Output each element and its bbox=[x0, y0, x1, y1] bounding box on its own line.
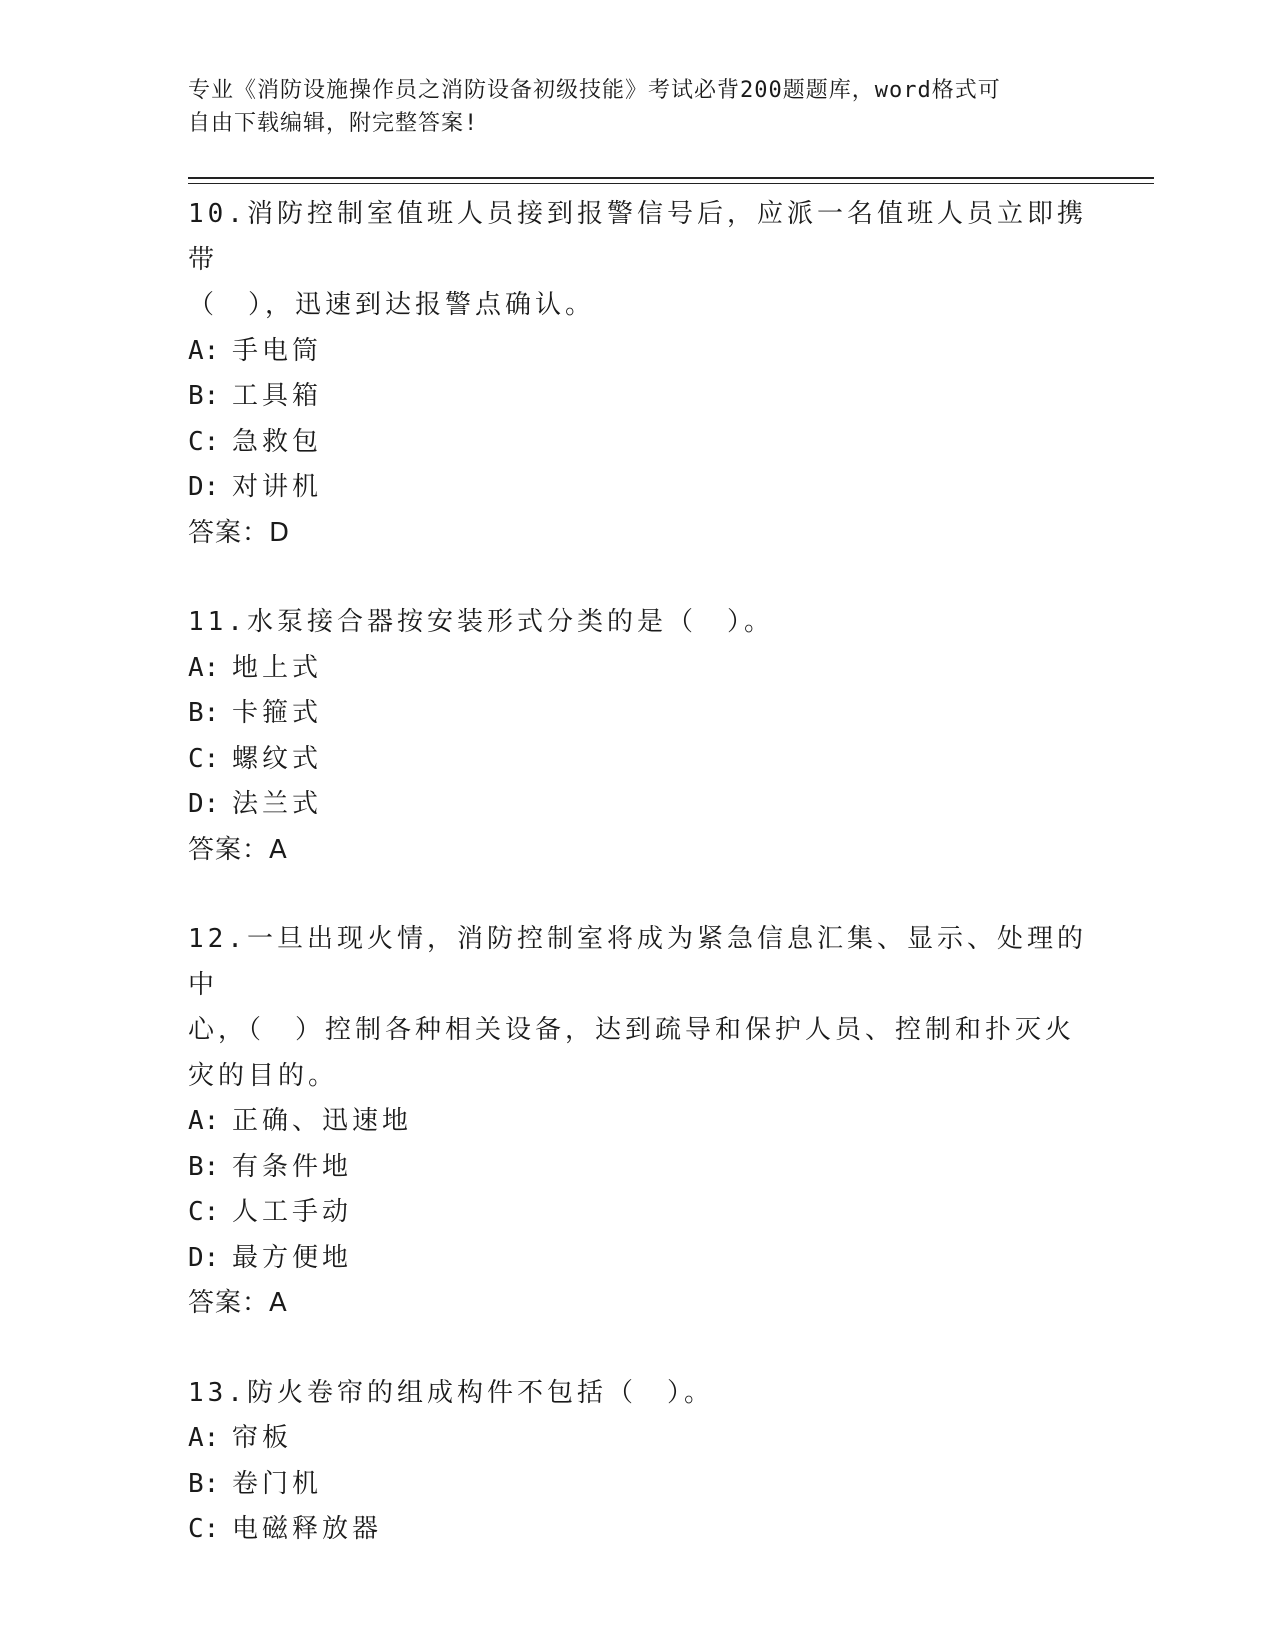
question-stem-line: 10.消防控制室值班人员接到报警信号后，应派一名值班人员立即携带 bbox=[188, 199, 1087, 275]
option-text: 帘板 bbox=[232, 1423, 293, 1453]
question-stem-line: 灾的目的。 bbox=[188, 1060, 339, 1091]
option-letter: C: bbox=[188, 426, 220, 457]
option-a bbox=[188, 646, 1088, 692]
answer-line: 答案：D bbox=[188, 517, 291, 548]
header-divider-thick bbox=[188, 177, 1154, 179]
question-list bbox=[188, 192, 1088, 1597]
option-text: 正确、迅速地 bbox=[232, 1106, 413, 1136]
option-b bbox=[188, 1462, 1088, 1508]
question-item bbox=[188, 1371, 1088, 1553]
option-letter: C: bbox=[188, 1197, 220, 1227]
question-item bbox=[188, 192, 1088, 556]
option-text: 最方便地 bbox=[232, 1242, 353, 1273]
answer-line: 答案：A bbox=[188, 1288, 288, 1318]
option-letter: C: bbox=[188, 1514, 220, 1544]
option-c bbox=[188, 1190, 1088, 1236]
question-stem-line: 心，（ ）控制各种相关设备，达到疏导和保护人员、控制和扑灭火 bbox=[188, 1015, 1076, 1045]
option-text: 螺纹式 bbox=[232, 743, 323, 774]
option-letter: A: bbox=[188, 1423, 220, 1453]
option-text: 法兰式 bbox=[232, 789, 323, 819]
option-text: 人工手动 bbox=[232, 1197, 353, 1227]
option-letter: D: bbox=[188, 1242, 220, 1273]
question-stem-line: 11.水泵接合器按安装形式分类的是（ ）。 bbox=[188, 607, 774, 637]
option-c bbox=[188, 1507, 1088, 1553]
option-b bbox=[188, 691, 1088, 737]
option-letter: B: bbox=[188, 381, 220, 411]
option-text: 急救包 bbox=[232, 426, 323, 457]
option-text: 对讲机 bbox=[232, 472, 323, 502]
answer-line: 答案：A bbox=[188, 834, 288, 865]
option-letter: B: bbox=[188, 1151, 220, 1182]
option-c bbox=[188, 420, 1088, 466]
document-header bbox=[188, 74, 1088, 140]
option-letter: D: bbox=[188, 472, 220, 502]
header-line-2: 自由下载编辑，附完整答案! bbox=[188, 111, 479, 136]
option-letter: B: bbox=[188, 698, 220, 728]
option-letter: A: bbox=[188, 1106, 220, 1136]
option-a bbox=[188, 1099, 1088, 1145]
question-item bbox=[188, 917, 1088, 1327]
option-text: 电磁释放器 bbox=[232, 1514, 383, 1544]
option-letter: A: bbox=[188, 652, 220, 683]
option-c bbox=[188, 737, 1088, 783]
option-text: 有条件地 bbox=[232, 1151, 353, 1182]
option-text: 手电筒 bbox=[232, 335, 323, 366]
option-b bbox=[188, 1145, 1088, 1191]
option-letter: C: bbox=[188, 743, 220, 774]
option-text: 卡箍式 bbox=[232, 698, 323, 728]
option-letter: A: bbox=[188, 335, 220, 366]
option-text: 地上式 bbox=[232, 652, 323, 683]
option-b bbox=[188, 374, 1088, 420]
option-text: 卷门机 bbox=[232, 1468, 323, 1499]
question-stem-line: 12.一旦出现火情，消防控制室将成为紧急信息汇集、显示、处理的中 bbox=[188, 924, 1087, 1000]
question-item bbox=[188, 600, 1088, 873]
option-letter: D: bbox=[188, 789, 220, 819]
option-d bbox=[188, 1236, 1088, 1282]
option-a bbox=[188, 1416, 1088, 1462]
option-a bbox=[188, 329, 1088, 375]
header-divider-thin bbox=[188, 183, 1154, 184]
question-stem-line: （ ），迅速到达报警点确认。 bbox=[188, 290, 596, 320]
option-d bbox=[188, 782, 1088, 828]
option-text: 工具箱 bbox=[232, 381, 323, 411]
option-letter: B: bbox=[188, 1468, 220, 1499]
option-d bbox=[188, 465, 1088, 511]
header-line-1: 专业《消防设施操作员之消防设备初级技能》考试必背200题题库，word格式可 bbox=[188, 78, 1001, 103]
question-stem-line: 13.防火卷帘的组成构件不包括（ ）。 bbox=[188, 1377, 714, 1408]
